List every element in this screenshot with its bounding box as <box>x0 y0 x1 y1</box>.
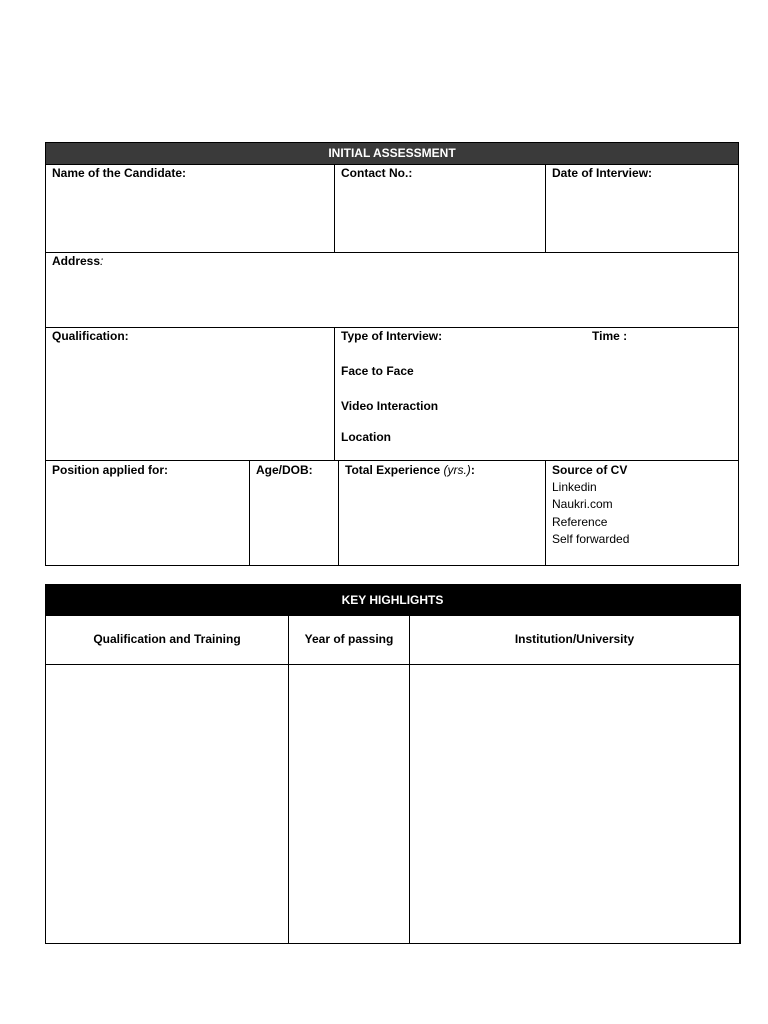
col-divider <box>338 461 339 565</box>
address-colon: : <box>100 254 104 268</box>
interview-option-face-to-face[interactable]: Face to Face <box>341 364 414 378</box>
qualification-entry-cell[interactable] <box>46 665 288 943</box>
initial-assessment-title: INITIAL ASSESSMENT <box>328 146 456 160</box>
source-option-reference[interactable]: Reference <box>552 515 608 529</box>
source-of-cv-label: Source of CV <box>552 463 628 477</box>
experience-label: Total Experience <box>345 463 444 477</box>
source-option-naukri[interactable]: Naukri.com <box>552 497 613 511</box>
col-divider <box>334 328 335 460</box>
row-divider <box>46 252 738 253</box>
address-field[interactable] <box>52 254 103 268</box>
initial-assessment-table <box>45 142 739 566</box>
address-label: Address <box>52 254 101 268</box>
interview-option-location[interactable]: Location <box>341 430 391 444</box>
col-divider <box>545 461 546 565</box>
year-entry-cell[interactable] <box>289 665 409 943</box>
row-divider <box>46 460 738 461</box>
experience-unit: (yrs.) <box>443 463 471 477</box>
age-dob-field[interactable]: Age/DOB: <box>256 463 313 477</box>
interview-type-label: Type of Interview: <box>341 329 443 343</box>
total-experience-field[interactable] <box>345 463 475 477</box>
interview-option-video[interactable]: Video Interaction <box>341 399 439 413</box>
contact-number-field[interactable]: Contact No.: <box>341 166 413 180</box>
col-divider <box>334 165 335 252</box>
source-option-self-forwarded[interactable]: Self forwarded <box>552 532 630 546</box>
qualification-field[interactable]: Qualification: <box>52 329 129 343</box>
source-option-linkedin[interactable]: Linkedin <box>552 480 597 494</box>
col-divider <box>249 461 250 565</box>
column-header-institution: Institution/University <box>514 632 635 646</box>
key-highlights-title: KEY HIGHLIGHTS <box>341 593 444 607</box>
col-divider <box>545 165 546 252</box>
institution-entry-cell[interactable] <box>410 665 739 943</box>
time-field[interactable]: Time : <box>592 329 628 343</box>
key-highlights-header <box>46 585 739 616</box>
experience-colon: : <box>470 463 475 477</box>
row-divider <box>46 164 738 165</box>
initial-assessment-header <box>46 143 738 164</box>
candidate-name-field[interactable]: Name of the Candidate: <box>52 166 187 180</box>
position-applied-field[interactable]: Position applied for: <box>52 463 168 477</box>
row-divider <box>46 327 738 328</box>
column-header-qualification: Qualification and Training <box>93 632 241 646</box>
column-header-year: Year of passing <box>304 632 394 646</box>
interview-date-field[interactable]: Date of Interview: <box>552 166 653 180</box>
